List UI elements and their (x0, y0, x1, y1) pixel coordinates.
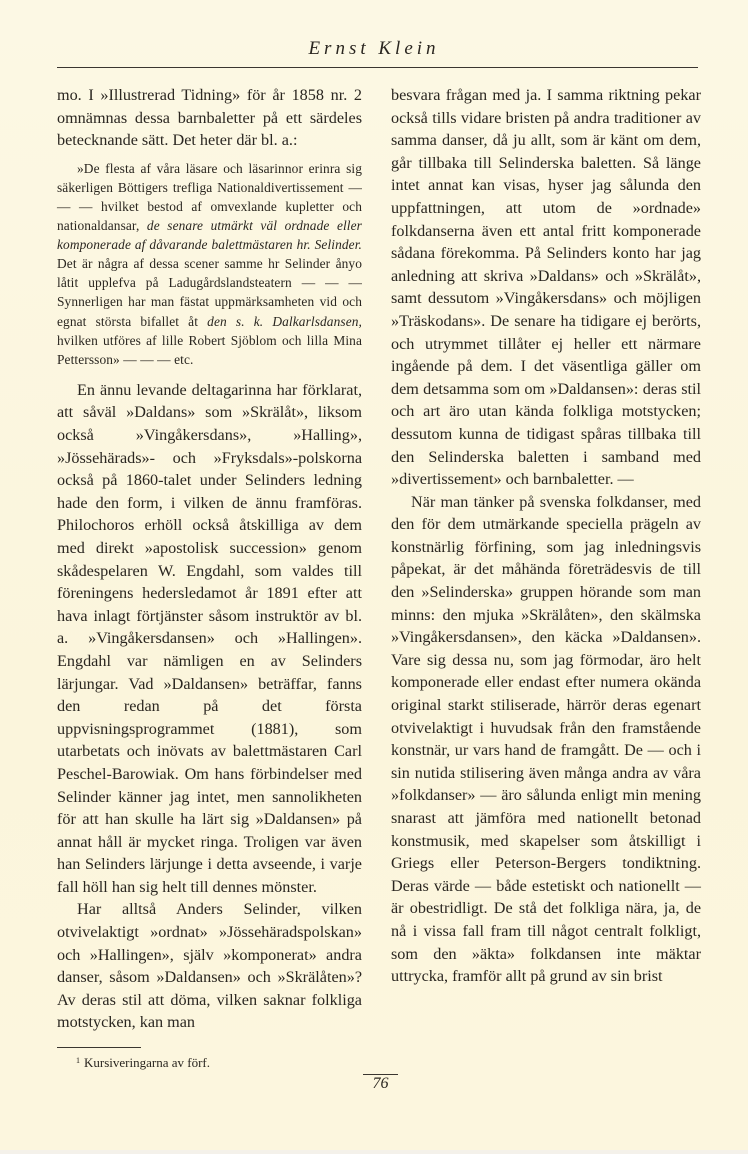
quote-text: Det är några af dessa scener samme hr Selinder ånyo låtit upplefva på Ladugårdslandsteatern — — — Synnerligen har man fästat uppmärksamheten vid och egnat största bifallet åt (57, 256, 362, 329)
left-column (57, 84, 362, 1034)
quote-text: hvilken utföres af lille Robert Sjöblom och lilla Mina Pettersson» — — — etc. (57, 332, 362, 367)
paragraph: När man tänker på svenska folkdanser, med den för dem utmärkande speciella prägeln av konstnärlig förfining, som jag inledningsvis påpekat, är det måhända företrädesvis de till den »Selinderska» gruppen hörande som man minns: den mjuka »Skrälåten», den skälmska »Vingåkersdansen», den käcka »Daldansen». Vare sig dessa nu, som jag förmodar, äro helt komponerade eller endast efter numera okända original starkt stiliserade, härrör deras egenart otvivelaktigt i huvudsak från den framstående konstnär, ur vars hand de framgått. De — och i sin nutida stilisering även många andra av våra »folkdanser» — äro sålunda enligt min mening snarast att jämföra med nationellt betonad konstmusik, med skapelser som åtskilligt i Griegs eller Peterson-Bergers tondiktning. Deras värde — både estetiskt och nationellt — är obestridligt. De stå det folkliga nära, ja, de nå i vissa fall fram till något centralt folkligt, som den »äkta» folkdansen inte mäktar uttrycka, framför allt på grund av sin brist (391, 492, 701, 986)
quote-italic: de senare utmärkt väl ordnade eller komponerade af dåvarande balettmästaren hr. Selinder. (57, 218, 362, 253)
header-rule (57, 67, 698, 68)
quote-text: »De flesta af våra läsare och läsarinnor erinra sig säkerligen Böttigers trefliga Nationaldivertissement — — — hvilket bestod af omvexlande kupletter och nationaldansar, (57, 160, 362, 234)
scan-edge (0, 1150, 748, 1154)
quote-italic: den s. k. Dalkarlsdansen, (207, 313, 362, 329)
paragraph: mo. I »Illustrerad Tidning» för år 1858 nr. 2 omnämnas dessa barnbaletter på ett särdeles betecknande sätt. Det heter där bl. a.: (57, 86, 362, 150)
footnote-rule (57, 1047, 141, 1048)
footnote-text: Kursiveringarna av förf. (84, 1055, 210, 1070)
right-column (391, 84, 701, 988)
paragraph: Har alltså Anders Selinder, vilken otvivelaktigt »ordnat» »Jössehäradspolskan» och »Hallingen», själv »komponerat» andra danser, såsom »Daldansen» och »Skrälåten»? Av deras stil att döma, vilken saknar folkliga motstycken, kan man (57, 900, 362, 1032)
page-number: 76 (372, 1075, 389, 1092)
footnote (76, 1052, 210, 1072)
block-quote (57, 159, 362, 369)
paragraph: besvara frågan med ja. I samma riktning pekar också tills vidare bristen på andra traditioner av samma danser, då ju allt, som är känt om dem, går tillbaka till Selinderska baletten. Så länge intet annat kan visas, hyser jag sålunda den uppfattningen, att utom de »ordnade» folkdanserna även ett antal fritt komponerade sådana förekomma. På Selinders konto har jag anledning att skriva »Daldans» och »Skrälåt», samt dessutom »Vingåkersdans» och möjligen »Träskodans». De senare ha tidigare ej berörts, och utrymmet tillåter ej heller ett närmare ingående på dem. I det väsentliga gäller om dem detsamma som om »Daldansen»: deras stil och art äro utan kända folkliga motstycken; dessutom kunna de tidigast spåras tillbaka till den Selinderska baletten i samband med »divertissement» och barnbaletter. — (391, 86, 701, 489)
running-head: Ernst Klein (308, 38, 440, 59)
footnote-marker: 1 (76, 1056, 80, 1065)
paragraph: En ännu levande deltagarinna har förklarat, att såväl »Daldans» som »Skrälåt», liksom också »Vingåkersdans», »Halling», »Jössehärads»- och »Fryksdals»-polskorna också på 1860-talet under Selinders ledning hade den form, i vilken de ännu framföras. Philochoros erhöll också åtskilliga av dem med direkt »apostolisk succession» genom skådespelaren W. Engdahl, som valdes till föreningens hedersledamot år 1891 efter att hava inlagt förtjänster såsom instruktör av bl. a. »Vingåkersdansen» och »Hallingen». Engdahl var nämligen en av Selinders lärjungar. Vad »Daldansen» beträffar, fanns den redan på det första uppvisningsprogrammet (1881), som utarbetats och inövats av balettmästaren Carl Peschel-Barowiak. Om hans förbindelser med Selinder känner jag intet, men sannolikheten för att han skulle ha lärt sig »Daldansen» på annat håll är mycket ringa. Troligen var även han Selinders lärjunge i detta avseende, i varje fall höll han sig helt till dennes mönster. (57, 380, 362, 896)
